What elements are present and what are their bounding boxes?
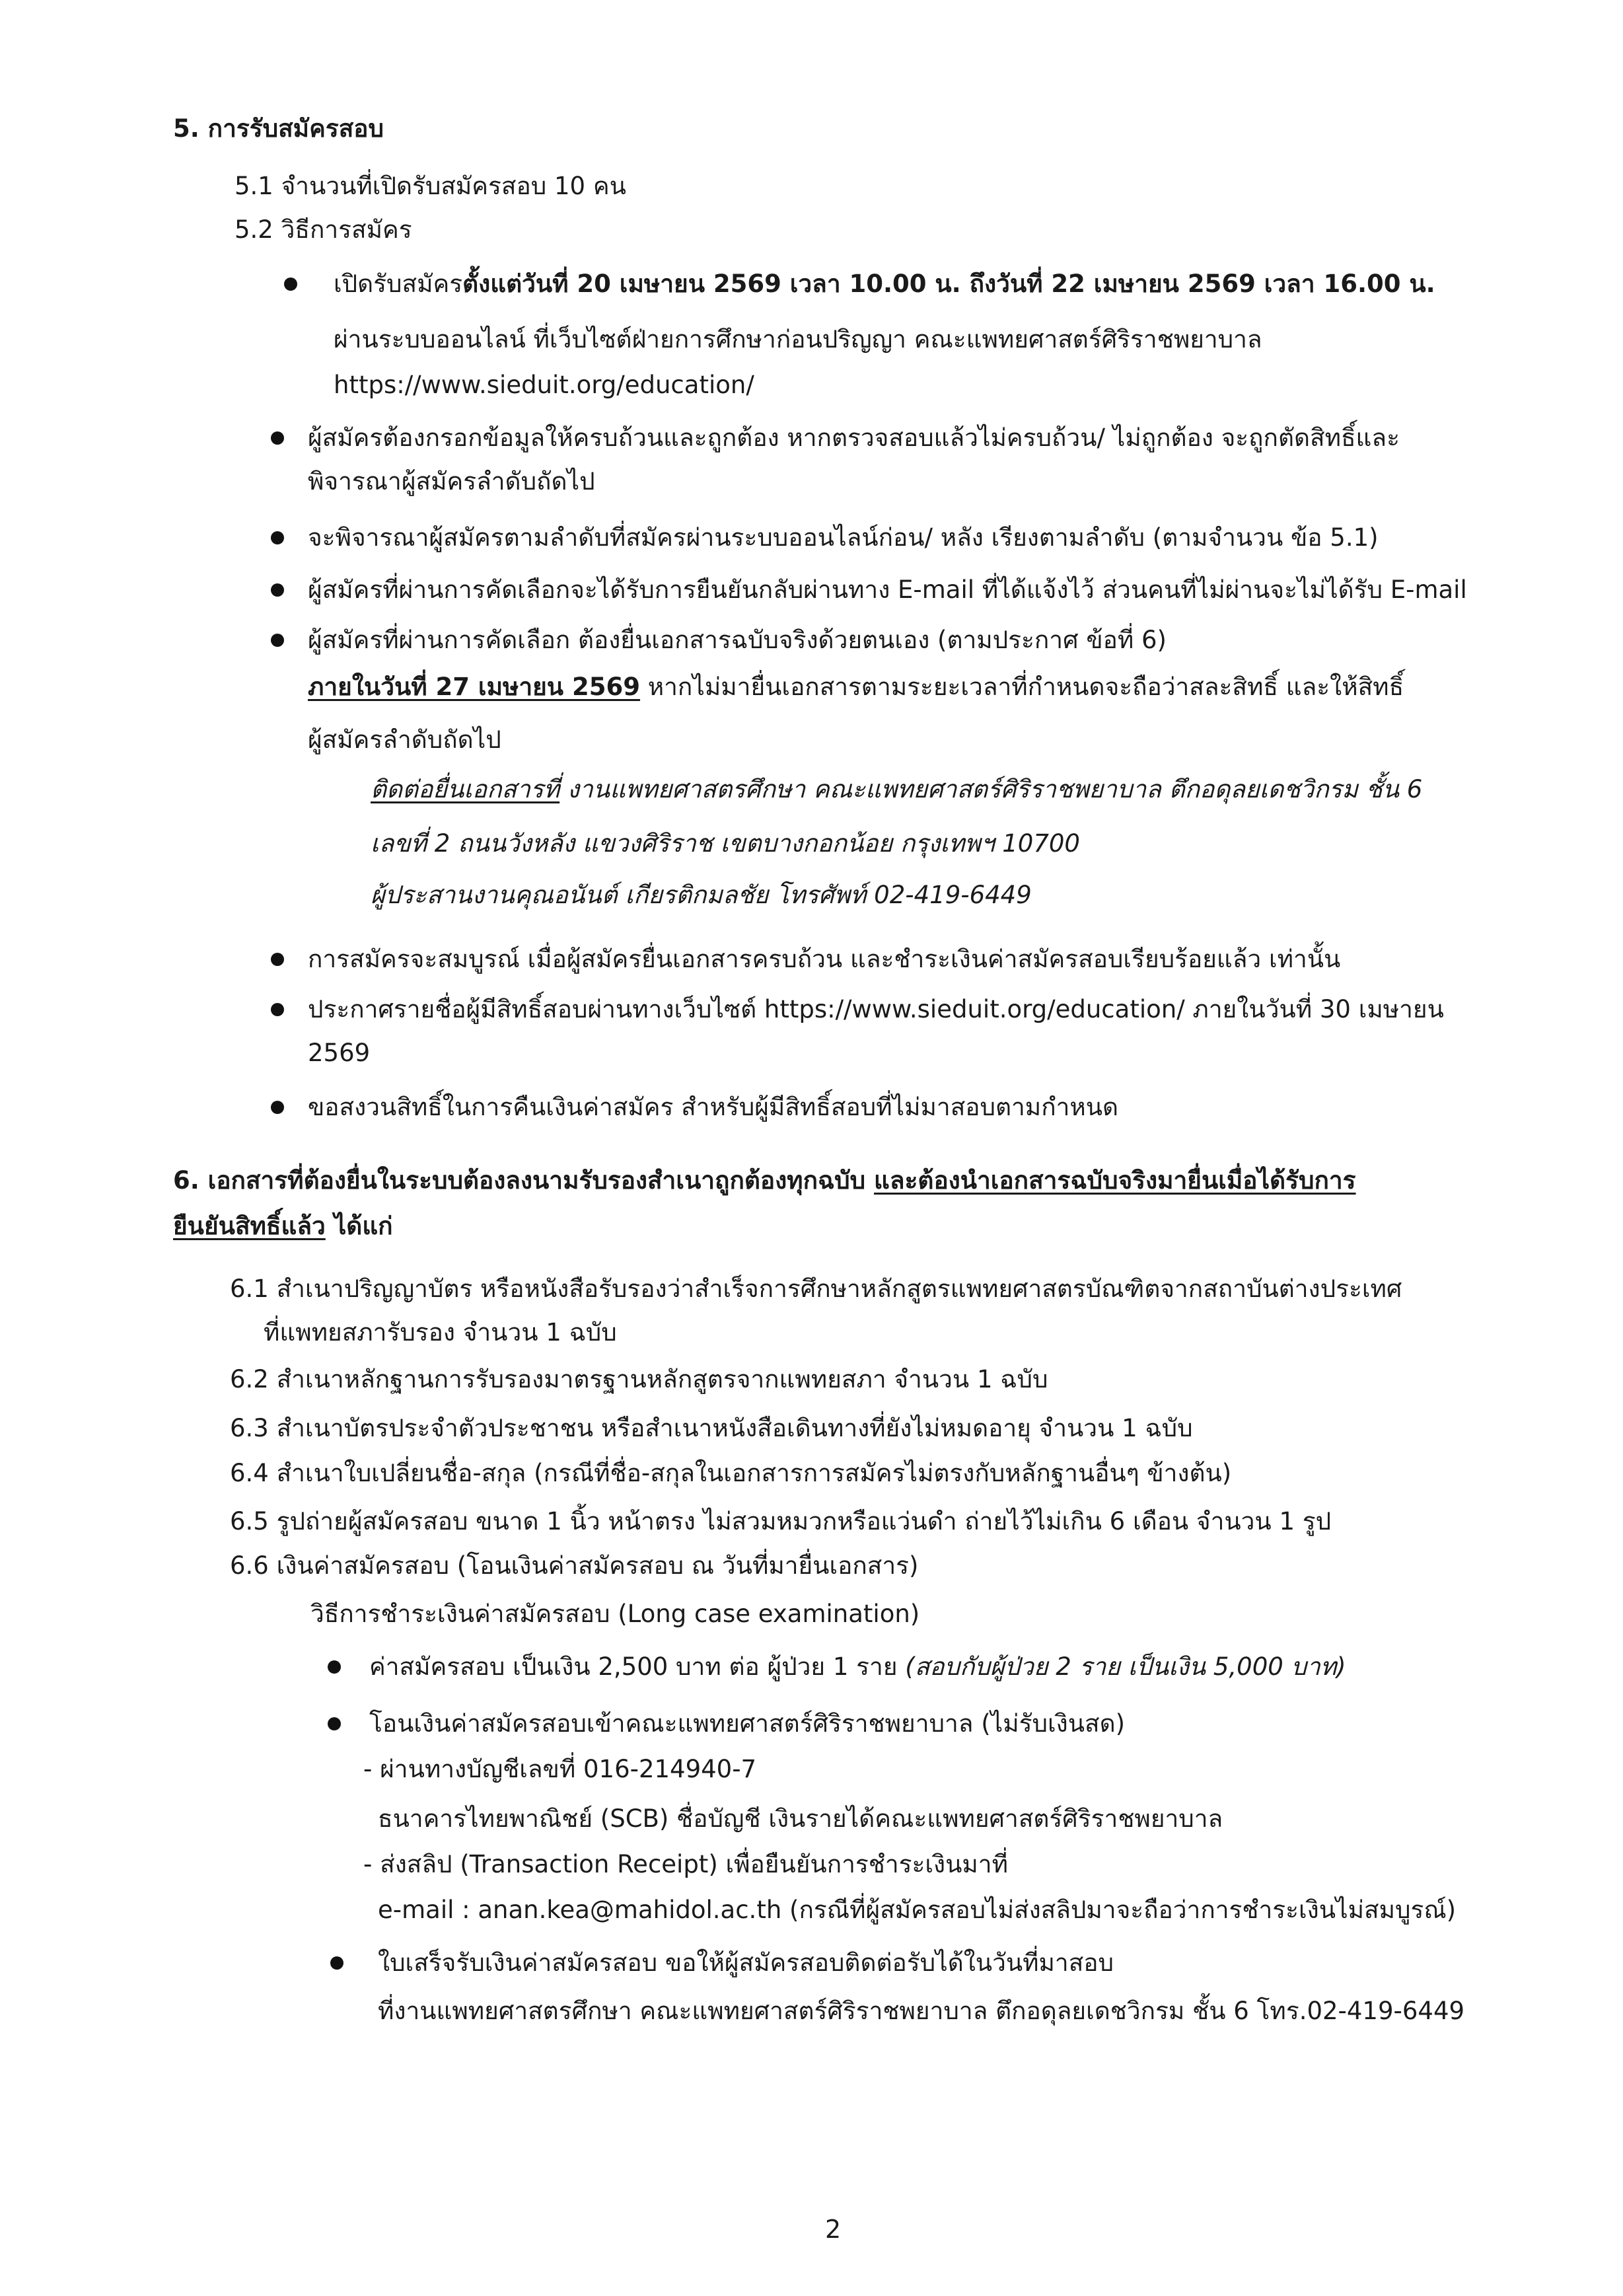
item-6-3: 6.3 สำเนาบัตรประจำตัวประชาชน หรือสำเนาหนังสือเดินทางที่ยังไม่หมดอายุ จำนวน 1 ฉบับ xyxy=(230,1414,1193,1442)
text-underlined: ยืนยันสิทธิ์แล้ว xyxy=(173,1212,326,1240)
application-channel: ผ่านระบบออนไลน์ ที่เว็บไซต์ฝ่ายการศึกษาก่อนปริญญา คณะแพทยศาสตร์ศิริราชพยาบาล xyxy=(334,325,1262,353)
bullet-application-period xyxy=(334,266,1435,303)
bullet-complete-info-cont: พิจารณาผู้สมัครลำดับถัดไป xyxy=(308,467,595,496)
bullet-announcement-cont: 2569 xyxy=(308,1039,371,1067)
text-underlined: และต้องนำเอกสารฉบับจริงมายื่นเมื่อได้รับการ xyxy=(874,1166,1356,1195)
bullet-completion: การสมัครจะสมบูรณ์ เมื่อผู้สมัครยื่นเอกสารครบถ้วน และชำระเงินค่าสมัครสอบเรียบร้อยแล้ว เท่านั้น xyxy=(308,945,1341,973)
item-6-1-cont: ที่แพทยสภารับรอง จำนวน 1 ฉบับ xyxy=(264,1318,617,1347)
item-5-2: 5.2 วิธีการสมัคร xyxy=(234,215,412,244)
bullet-icon xyxy=(330,1956,343,1970)
bank-name: ธนาคารไทยพาณิชย์ (SCB) ชื่อบัญชี เงินรายได้คณะแพทยศาสตร์ศิริราชพยาบาล xyxy=(378,1804,1223,1833)
receipt-location: ที่งานแพทยศาสตรศึกษา คณะแพทยศาสตร์ศิริราชพยาบาล ตึกอดุลยเดชวิกรม ชั้น 6 โทร.02-419-6449 xyxy=(378,1997,1465,2025)
section-6-heading xyxy=(173,1162,1356,1199)
bullet-announcement: ประกาศรายชื่อผู้มีสิทธิ์สอบผ่านทางเว็บไซต์ https://www.sieduit.org/education/ ภายในวันที่ 30 เมษายน xyxy=(308,995,1444,1023)
bullet-icon xyxy=(271,1101,284,1114)
page-number: 2 xyxy=(825,2215,842,2244)
fee-note: (สอบกับผู้ป่วย 2 ราย เป็นเงิน 5,000 บาท) xyxy=(905,1652,1346,1681)
contact-label: ติดต่อยื่นเอกสารที่ xyxy=(371,775,560,803)
next-applicant: ผู้สมัครลำดับถัดไป xyxy=(308,725,501,754)
bullet-icon xyxy=(328,1660,341,1674)
contact-line xyxy=(371,771,1422,808)
contact-address: เลขที่ 2 ถนนวังหลัง แขวงศิริราช เขตบางกอกน้อย กรุงเทพฯ 10700 xyxy=(371,829,1080,858)
text: ได้แก่ xyxy=(325,1212,393,1240)
section-6-heading-cont xyxy=(173,1208,393,1245)
item-6-5: 6.5 รูปถ่ายผู้สมัครสอบ ขนาด 1 นิ้ว หน้าตรง ไม่สวมหมวกหรือแว่นดำ ถ่ายไว้ไม่เกิน 6 เดือน จำนวน 1 รูป xyxy=(230,1507,1332,1536)
item-6-6: 6.6 เงินค่าสมัครสอบ (โอนเงินค่าสมัครสอบ ณ วันที่มายื่นเอกสาร) xyxy=(230,1551,919,1580)
bullet-icon xyxy=(271,1003,284,1016)
application-url-link[interactable]: https://www.sieduit.org/education/ xyxy=(334,371,754,399)
deadline: ภายในวันที่ 27 เมษายน 2569 xyxy=(308,673,640,701)
bullet-icon xyxy=(271,953,284,966)
bullet-icon xyxy=(271,531,284,544)
transfer-instructions: โอนเงินค่าสมัครสอบเข้าคณะแพทยศาสตร์ศิริราชพยาบาล (ไม่รับเงินสด) xyxy=(369,1709,1126,1738)
bullet-email-confirmation: ผู้สมัครที่ผ่านการคัดเลือกจะได้รับการยืนยันกลับผ่านทาง E-mail ที่ได้แจ้งไว้ ส่วนคนที่ไม่ผ่านจะไม่ได้รับ E-mail xyxy=(308,575,1467,604)
deadline-line xyxy=(308,669,1404,706)
text: เปิดรับสมัคร xyxy=(334,270,463,298)
email-contact: e-mail : anan.kea@mahidol.ac.th (กรณีที่ผู้สมัครสอบไม่ส่งสลิปมาจะถือว่าการชำระเงินไม่สมบูรณ์) xyxy=(378,1896,1457,1924)
item-6-4: 6.4 สำเนาใบเปลี่ยนชื่อ-สกุล (กรณีที่ชื่อ-สกุลในเอกสารการสมัครไม่ตรงกับหลักฐานอื่นๆ ข้างต้น) xyxy=(230,1459,1232,1487)
bullet-icon xyxy=(271,634,284,647)
application-dates: ตั้งแต่วันที่ 20 เมษายน 2569 เวลา 10.00 น. ถึงวันที่ 22 เมษายน 2569 เวลา 16.00 น. xyxy=(462,270,1435,298)
fee: ค่าสมัครสอบ เป็นเงิน 2,500 บาท ต่อ ผู้ป่วย 1 ราย xyxy=(369,1652,906,1681)
fee-line xyxy=(369,1648,1346,1685)
item-6-2: 6.2 สำเนาหลักฐานการรับรองมาตรฐานหลักสูตรจากแพทยสภา จำนวน 1 ฉบับ xyxy=(230,1365,1048,1393)
bullet-icon xyxy=(271,431,284,445)
receipt-info: ใบเสร็จรับเงินค่าสมัครสอบ ขอให้ผู้สมัครสอบติดต่อรับได้ในวันที่มาสอบ xyxy=(378,1948,1114,1977)
text: งานแพทยศาสตรศึกษา คณะแพทยศาสตร์ศิริราชพยาบาล ตึกอดุลยเดชวิกรม ชั้น 6 xyxy=(559,775,1423,803)
bullet-submit-documents: ผู้สมัครที่ผ่านการคัดเลือก ต้องยื่นเอกสารฉบับจริงด้วยตนเอง (ตามประกาศ ข้อที่ 6) xyxy=(308,626,1167,654)
item-6-1: 6.1 สำเนาปริญญาบัตร หรือหนังสือรับรองว่าสำเร็จการศึกษาหลักสูตรแพทยศาสตรบัณฑิตจากสถาบันต่างประเทศ xyxy=(230,1275,1402,1303)
bullet-refund: ขอสงวนสิทธิ์ในการคืนเงินค่าสมัคร สำหรับผู้มีสิทธิ์สอบที่ไม่มาสอบตามกำหนด xyxy=(308,1093,1119,1121)
item-5-1: 5.1 จำนวนที่เปิดรับสมัครสอบ 10 คน xyxy=(234,172,626,200)
slip-instructions: - ส่งสลิป (Transaction Receipt) เพื่อยืนยันการชำระเงินมาที่ xyxy=(363,1850,1008,1878)
bullet-icon xyxy=(271,583,284,597)
text: หากไม่มายื่นเอกสารตามระยะเวลาที่กำหนดจะถือว่าสละสิทธิ์ และให้สิทธิ์ xyxy=(639,673,1404,701)
text: 6. เอกสารที่ต้องยื่นในระบบต้องลงนามรับรองสำเนาถูกต้องทุกฉบับ xyxy=(173,1166,875,1195)
bullet-icon xyxy=(284,278,297,291)
section-5-heading: 5. การรับสมัครสอบ xyxy=(173,114,384,143)
bullet-complete-info: ผู้สมัครต้องกรอกข้อมูลให้ครบถ้วนและถูกต้อง หากตรวจสอบแล้วไม่ครบถ้วน/ ไม่ถูกต้อง จะถูกตัดสิทธิ์และ xyxy=(308,424,1400,452)
contact-coordinator: ผู้ประสานงานคุณอนันต์ เกียรติกมลชัย โทรศัพท์ 02-419-6449 xyxy=(371,881,1032,909)
payment-method: วิธีการชำระเงินค่าสมัครสอบ (Long case examination) xyxy=(310,1600,920,1628)
bullet-icon xyxy=(328,1717,341,1730)
account-number: - ผ่านทางบัญชีเลขที่ 016-214940-7 xyxy=(363,1755,757,1783)
bullet-order: จะพิจารณาผู้สมัครตามลำดับที่สมัครผ่านระบบออนไลน์ก่อน/ หลัง เรียงตามลำดับ (ตามจำนวน ข้อ 5.1) xyxy=(308,523,1379,552)
